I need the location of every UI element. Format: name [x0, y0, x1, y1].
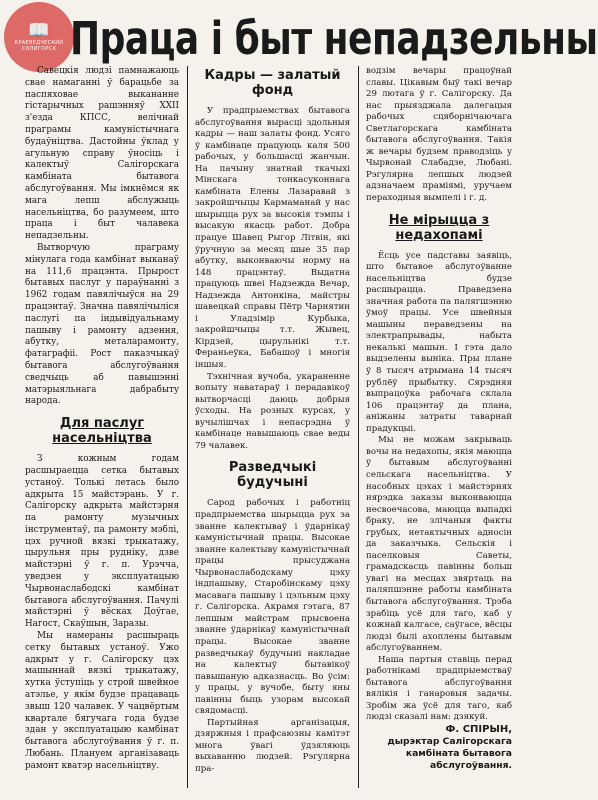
- paragraph: Нашa партыя ставіць перад работнікамі прадпрыемстваў бытавога абслугоўвання вялікія і ганаровыя задачы. Зробім жа ўсё для таго, каб людзі сказалі нам: дзякуй.: [366, 654, 512, 723]
- subheading: Не мірыцца з недахопамі: [388, 212, 490, 243]
- paragraph: водзім вечары працоўнай славы. Цікавым быў такі вечар 29 лютага ў г. Салігорску. Да нас прыязджала далегацыя рабочых сцяборнічаючага Светлагорскага камбіната бытавога абслугоўвання. Такія ж вечары будзем праводзіць у Чырвонай Слабадзе, Любані. Рэгулярна лепшых людзей адзначаем праміямі, уручаем пераходныя вымпелі і г. д.: [366, 66, 512, 204]
- book-icon: 📖: [27, 20, 51, 41]
- paragraph: Партыйная арганізацыя, дзяржныя і прафсаюзны камітэт многа ўвагі ўдзяляюць выхаванню людзей. Рэгулярна пра-: [195, 717, 350, 774]
- paragraph: Ёсць усе падставы заявіць, што бытавое абслугоўванне насельніцтва будзе расшырацца. Праведзена значная работа па палягшэнню ўмоў працы. Усе швейныя машыны пераведзены на электрапрывады, набыта некалькі машын. І гэта дало выдзелены выніка. Пры плане ў 8 тысяч атрымана 14 тысяч рублёў прыбытку. Сярэдняя выпрацоўка рабочага склала 106 працэнтаў да плана, аніжаны затраты таварнай прадукцыі.: [366, 250, 512, 434]
- paragraph: Вытворчую праграму мінулага года камбінат выканаў на 111,6 працэнта. Прырост бытавых паслуг у параўнанні з 1962 годам павялічыўся на 29 працэнтаў. Значна павялічыліся паслугі па індывідуальнаму пашыву і рамонту адзення, абутку, металарамонту, фатаграфіі. Рост паказчыкаў бытавога абслугоўвання сведчыць аб павышэнні матэрыяльнага дабрабыту народа.: [25, 242, 179, 407]
- subheading: Для паслуг насельніцтва: [52, 416, 152, 447]
- paragraph: У прадпрыемствах бытавога абслугоўвання вырасці здольныя кадры — наш залаты фонд. Усяго ў камбінаце працуюць каля 500 рабочых, у большасці жанчын. На пачыну знатнай ткачыхі Мінскага тонкасуконнага камбіната Елены Лазаравай з закройшчыцы Кармаманай у нас шырыцца рух за высокія тэмпы і высакую якасць работ. Добра працуе Шавец Рыгор Літвін, які ўручную за месяц шые 35 пар абутку, выконваючы норму на 148 працэнтаў. Выдатна працуюць швеі Надзежда Вечар, Надзежда Антонкіна, майстры шавецкай справы Пётр Чарнятин і Уладзімір Курбыка, закройшчыцы т.т. Жывец, Кірдзей, цырульнікі т.т. Фераньеўка, Бабашоў і многія іншыя.: [195, 106, 350, 371]
- watermark-logo: [4, 2, 74, 72]
- paragraph: Мы намераны расшыраць сетку бытавых устаноў. Ужо адкрыт у г. Салігорску цэх машыннай вязкі трыкатажу, хутка ўступіць у строй швейное атэлье, у якім будзе працаваць звыш 120 чалавек. У чацвёртым квартале бягучага года будзе здан у эксплуатацыю камбінат бытавога абслугоўвання ў г. п. Любань. Плануем арганізаваць рамонт кватэр насельніцтву.: [25, 631, 179, 771]
- subheading: Кадры — залатый фонд: [204, 68, 341, 98]
- author-name: Ф. СПІРЫН,: [445, 723, 512, 735]
- author-role: дырэктар Салігорскага камбіната бытавога абслугоўвання.: [387, 735, 512, 771]
- logo-line2: СОЛИГОРСК: [21, 46, 57, 52]
- paragraph: Тэхнічная вучоба, укараненне вопыту наватараў і перадавікоў вытворчасці даюць добрыя ўсходы. На розных курсах, у вучылішчах і непасрэдна ў камбінаце навышаюць свае веды 79 чалавек.: [195, 371, 350, 451]
- paragraph: Мы не можам закрываць вочы на недахопы, якія маюцца ў бытавым абслугоўванні сельскага насельніцтва. У насобных цэхах і майстэрнях нярэдка заказы выконваюцца несвоечасова, маюцца выпадкі браку, не злічаныя факты грубых, нетактычных адносін да заказчыка. Сельскія і паселковыя Саветы, грамадскасць павінны больш увагі на месцах звяртаць на паляпшэнне работы камбіната бытавога абслугоўвання. Трэба зрабіць усё для таго, каб у кожнай калгасе, саўгасе, вёсцы людзі былі ахоплены бытавым абслугоўваннем.: [366, 435, 512, 654]
- subheading: Разведчыкі будучыні: [228, 460, 317, 491]
- logo-line1: КРАЕВЕДЧЕСКИЙ: [14, 40, 64, 46]
- column-1: [25, 66, 179, 773]
- paragraph: Сарод рабочых і работніц прадпрыемства шырыцца рух за званне калектываў і ўдарнікаў камуністычнай працы. Высокае званне калектыву камуністычнай працы прысуджана Чырвонаслабодскаму цэху індпашыву, Старобінскаму цэху масавага пашыву і цэльным цэху г. Салігорска. Акрамя гэтага, 87 лепшым майстрам прысвоена званне ўдарнікаў камуністычнай працы. Высокае званне разведчыкаў будучыні накладае на калектыў бытавікоў павышаную адказнасць. Во ўсім: у працы, у вучобе, быту яны павінны быць узорам высокай свядомасці.: [195, 498, 350, 717]
- column-3: [366, 66, 512, 772]
- column-divider: [358, 66, 359, 788]
- column-divider: [187, 66, 188, 788]
- paragraph: Савецкія людзі памнажаюць свае намаганні ў барацьбе за паспяховае выкананне гістарычных рашэнняў XXII з'езда КПСС, велічнай праграмы камуністычнага будаўніцтва. Дастойны ўклад у агульную справу ўносіць і калектыў Салігорскага камбіната бытавога абслугоўвання. Мы імкнёмся як мага лепш абслужыць насельніцтва, бо разумеем, што праца і быт чалавека непадзельны.: [25, 66, 179, 242]
- column-2: [195, 66, 350, 776]
- page-title: Праца і быт непадзельны: [70, 14, 598, 66]
- paragraph: З кожным годам расшыраецца сетка бытавых устаноў. Толькі летась было адкрыта 15 майстэрань. У г. Салігорску адкрыта майстэрня па рамонту музычных інструментаў, па рамонту мэблі, цэх ручной вязкі трыкатажу, цырульня пры рудніку, дзве майстэрні ў г. п. Урэчча, уведзен у эксплуатацыю Чырвонаслабодскі камбінат бытавога абслугоўвання. Пачулі майстэрні ў вёсках Доўгае, Нагост, Скаўшын, Заразы.: [25, 454, 179, 630]
